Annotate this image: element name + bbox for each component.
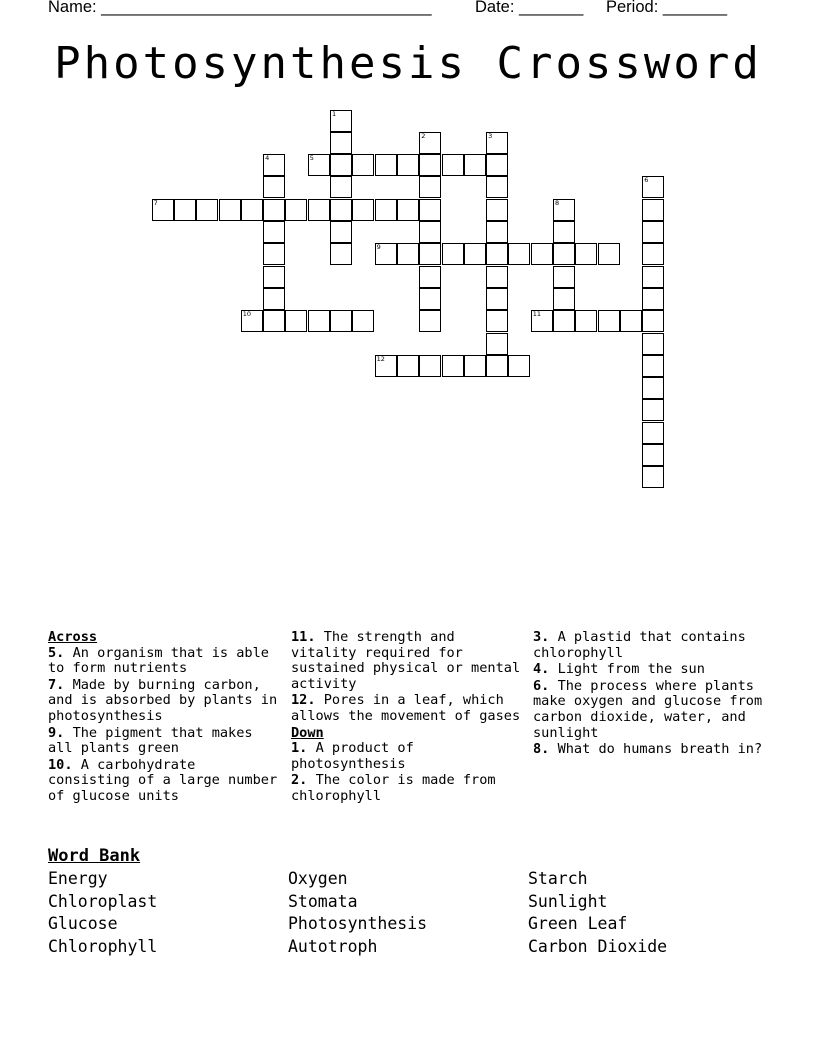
crossword-cell[interactable] — [486, 176, 508, 198]
crossword-cell[interactable] — [263, 199, 285, 221]
crossword-cell[interactable] — [442, 243, 464, 265]
crossword-cell[interactable] — [419, 288, 441, 310]
crossword-cell[interactable] — [419, 221, 441, 243]
crossword-cell[interactable] — [397, 355, 419, 377]
crossword-cell[interactable] — [553, 243, 575, 265]
crossword-cell[interactable] — [442, 355, 464, 377]
clue-across-10: 10. A carbohydrate consisting of a large number of glucose units — [48, 756, 278, 804]
clue-across-9: 9. The pigment that makes all plants green — [48, 724, 253, 757]
crossword-cell[interactable] — [330, 243, 352, 265]
clue-across-5: 5. An organism that is able to form nutrients — [48, 644, 269, 677]
crossword-cell[interactable] — [419, 310, 441, 332]
clue-down-2: 2. The color is made from chlorophyll — [291, 772, 496, 804]
crossword-cell[interactable] — [419, 355, 441, 377]
word-bank-item: Sunlight — [528, 891, 608, 911]
crossword-cell[interactable] — [375, 243, 397, 265]
across-heading: Across — [48, 629, 98, 645]
crossword-cell[interactable] — [419, 132, 441, 154]
cell-number: 11 — [532, 310, 541, 319]
crossword-cell[interactable] — [553, 266, 575, 288]
crossword-cell[interactable] — [464, 355, 486, 377]
date-field[interactable]: Date: _______ — [475, 0, 584, 16]
cell-number: 10 — [242, 310, 252, 319]
crossword-cell[interactable] — [419, 266, 441, 288]
word-bank-item: Chlorophyll — [48, 936, 158, 956]
crossword-cell[interactable] — [598, 310, 620, 332]
crossword-cell[interactable] — [553, 221, 575, 243]
word-bank-item: Glucose — [48, 914, 118, 934]
cell-number: 8 — [555, 198, 560, 207]
crossword-cell[interactable] — [352, 154, 374, 176]
crossword-cell[interactable] — [486, 266, 508, 288]
crossword-cell[interactable] — [397, 243, 419, 265]
down-heading: Down — [291, 724, 324, 741]
crossword-cell[interactable] — [620, 310, 642, 332]
crossword-cell[interactable] — [352, 310, 374, 332]
crossword-cell[interactable] — [263, 288, 285, 310]
crossword-cell[interactable] — [642, 221, 664, 243]
clue-across-12: 12. Pores in a leaf, which allows the movement of gases — [291, 692, 521, 724]
crossword-cell[interactable] — [464, 243, 486, 265]
word-bank-item: Energy — [48, 869, 108, 888]
cell-number: 5 — [309, 154, 314, 163]
crossword-cell[interactable] — [531, 310, 553, 332]
crossword-cell[interactable] — [442, 154, 464, 176]
crossword-cell[interactable] — [241, 199, 263, 221]
crossword-cell[interactable] — [508, 355, 530, 377]
crossword-cell[interactable] — [642, 444, 664, 466]
crossword-cell[interactable] — [174, 199, 196, 221]
crossword-cell[interactable] — [553, 199, 575, 221]
clue-across-7: 7. Made by burning carbon, and is absorbed by plants in photosynthesis — [48, 676, 278, 724]
crossword-cell[interactable] — [531, 243, 553, 265]
crossword-cell[interactable] — [397, 199, 419, 221]
cell-number: 4 — [265, 154, 270, 163]
crossword-cell[interactable] — [330, 199, 352, 221]
word-bank-item: Chloroplast — [48, 891, 158, 911]
crossword-cell[interactable] — [285, 199, 307, 221]
crossword-cell[interactable] — [285, 310, 307, 332]
crossword-cell[interactable] — [553, 288, 575, 310]
crossword-cell[interactable] — [419, 243, 441, 265]
word-bank-item: Photosynthesis — [288, 914, 428, 934]
word-bank-column-3 — [528, 868, 667, 958]
crossword-cell[interactable] — [375, 154, 397, 176]
crossword-cell[interactable] — [352, 199, 374, 221]
crossword-cell[interactable] — [330, 310, 352, 332]
crossword-cell[interactable] — [642, 355, 664, 377]
period-field[interactable]: Period: _______ — [606, 0, 728, 16]
crossword-cell[interactable] — [642, 466, 664, 488]
crossword-cell[interactable] — [642, 333, 664, 355]
crossword-cell[interactable] — [330, 221, 352, 243]
crossword-cell[interactable] — [375, 199, 397, 221]
crossword-cell[interactable] — [464, 154, 486, 176]
crossword-cell[interactable] — [419, 154, 441, 176]
crossword-grid — [0, 0, 816, 500]
cell-number: 12 — [376, 354, 385, 363]
crossword-cell[interactable] — [486, 199, 508, 221]
crossword-cell[interactable] — [553, 310, 575, 332]
crossword-cell[interactable] — [642, 422, 664, 444]
crossword-cell[interactable] — [642, 377, 664, 399]
crossword-cell[interactable] — [486, 310, 508, 332]
word-bank-column-2 — [288, 868, 427, 958]
clue-down-1: 1. A product of photosynthesis — [291, 740, 414, 772]
crossword-cell[interactable] — [397, 154, 419, 176]
word-bank-item: Stomata — [288, 891, 358, 911]
clue-down-8: 8. What do humans breath in? — [533, 741, 763, 758]
crossword-cell[interactable] — [330, 110, 352, 132]
word-bank-item: Starch — [528, 869, 588, 888]
word-bank-column-1 — [48, 868, 157, 958]
crossword-cell[interactable] — [308, 310, 330, 332]
crossword-cell[interactable] — [486, 288, 508, 310]
crossword-cell[interactable] — [263, 243, 285, 265]
clues-column-3 — [533, 630, 773, 759]
crossword-cell[interactable] — [486, 221, 508, 243]
crossword-cell[interactable] — [642, 176, 664, 198]
crossword-cell[interactable] — [486, 132, 508, 154]
crossword-cell[interactable] — [263, 221, 285, 243]
cell-number: 3 — [488, 131, 493, 140]
cell-number: 7 — [153, 198, 158, 207]
crossword-cell[interactable] — [598, 243, 620, 265]
crossword-cell[interactable] — [330, 154, 352, 176]
crossword-cell[interactable] — [308, 154, 330, 176]
crossword-cell[interactable] — [241, 310, 263, 332]
crossword-cell[interactable] — [486, 154, 508, 176]
crossword-cell[interactable] — [642, 243, 664, 265]
crossword-cell[interactable] — [330, 132, 352, 154]
crossword-cell[interactable] — [219, 199, 241, 221]
crossword-cell[interactable] — [642, 399, 664, 421]
cell-number: 2 — [421, 131, 426, 140]
clue-down-4: 4. Light from the sun — [533, 661, 705, 678]
word-bank-item: Green Leaf — [528, 914, 628, 934]
cell-number: 6 — [644, 176, 649, 185]
crossword-cell[interactable] — [263, 310, 285, 332]
word-bank-title: Word Bank — [48, 846, 141, 866]
clues-column-1 — [48, 630, 283, 806]
cell-number: 9 — [376, 243, 381, 252]
clue-across-11: 11. The strength and vitality required for sustained physical or mental activity — [291, 629, 521, 692]
crossword-cell[interactable] — [196, 199, 218, 221]
clue-down-3: 3. A plastid that contains chlorophyll — [533, 629, 746, 661]
crossword-cell[interactable] — [642, 199, 664, 221]
crossword-cell[interactable] — [642, 266, 664, 288]
crossword-cell[interactable] — [575, 243, 597, 265]
crossword-cell[interactable] — [642, 288, 664, 310]
page-title: Photosynthesis Crossword — [54, 38, 762, 89]
clue-down-6: 6. The process where plants make oxygen and glucose from carbon dioxide, water, and sunlight — [533, 677, 763, 741]
crossword-cell[interactable] — [575, 310, 597, 332]
crossword-cell[interactable] — [308, 199, 330, 221]
name-field[interactable]: Name: ____________________________________ — [48, 0, 432, 16]
crossword-cell[interactable] — [152, 199, 174, 221]
crossword-cell[interactable] — [263, 176, 285, 198]
clues-column-2 — [291, 630, 526, 806]
crossword-cell[interactable] — [486, 243, 508, 265]
word-bank-item: Autotroph — [288, 936, 378, 956]
cell-number: 1 — [332, 109, 337, 118]
crossword-cell[interactable] — [486, 355, 508, 377]
crossword-cell[interactable] — [419, 199, 441, 221]
crossword-cell[interactable] — [263, 266, 285, 288]
crossword-cell[interactable] — [375, 355, 397, 377]
crossword-cell[interactable] — [419, 176, 441, 198]
crossword-cell[interactable] — [263, 154, 285, 176]
word-bank-item: Carbon Dioxide — [528, 936, 668, 956]
crossword-cell[interactable] — [330, 176, 352, 198]
word-bank-item: Oxygen — [288, 869, 348, 888]
crossword-cell[interactable] — [486, 333, 508, 355]
crossword-cell[interactable] — [642, 310, 664, 332]
crossword-cell[interactable] — [508, 243, 530, 265]
